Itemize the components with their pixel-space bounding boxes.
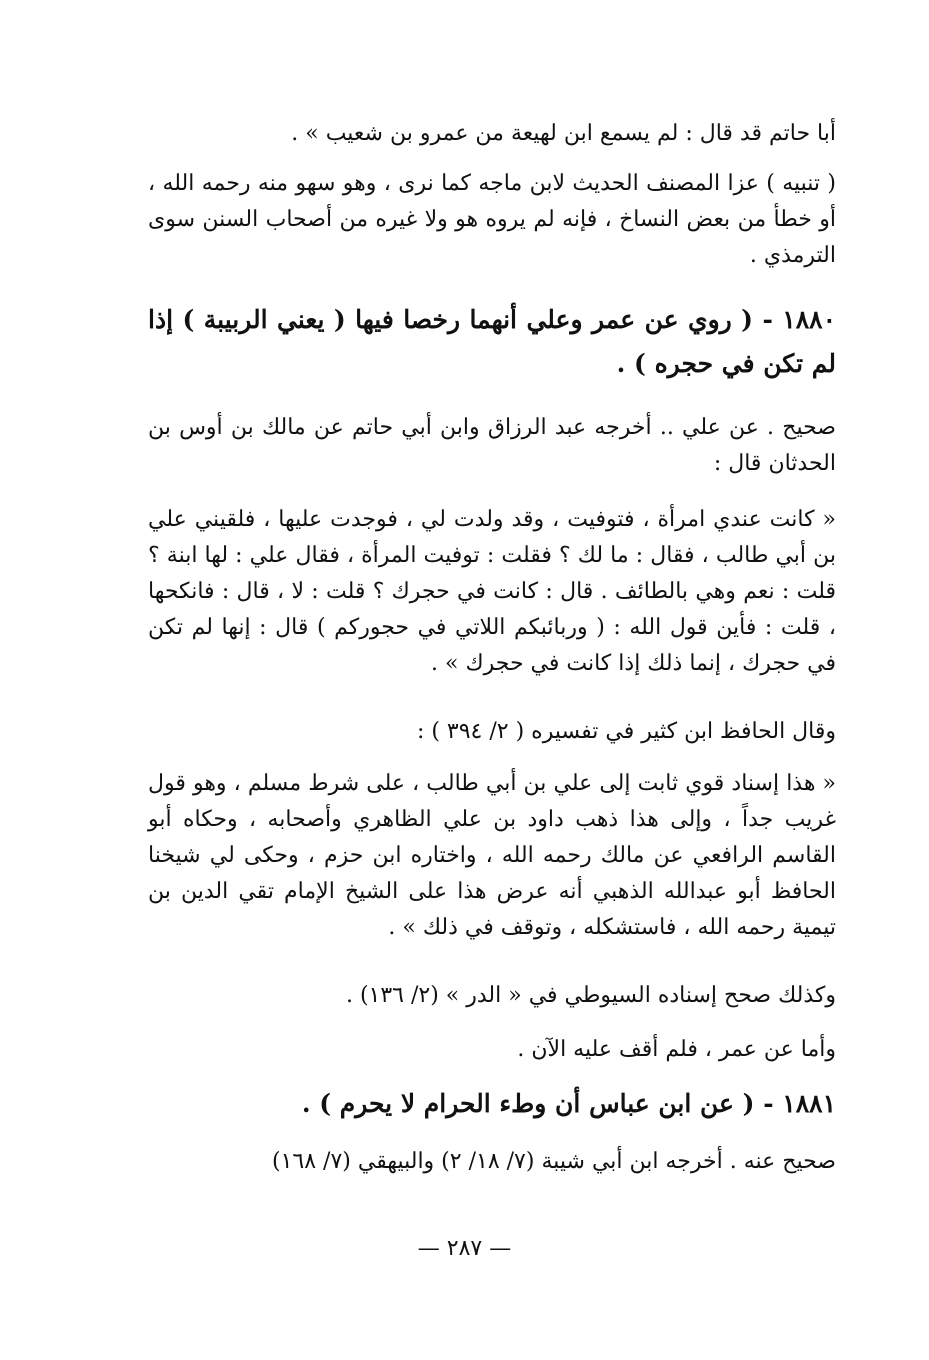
paragraph-quote-ali: « كانت عندي امرأة ، فتوفيت ، وقد ولدت لي ، فوجدت عليها ، فلقيني علي بن أبي طالب ، فقال : ما لك ؟ فقلت : توفيت المرأة ، فقال علي : لها ابنة ؟ قلت : نعم وهي بالطائف . قال : كانت في حجرك ؟ قلت : لا ، قال : فانكحها ، قلت : فأين قول الله : ( وربائبكم اللاتي في حجوركم ) قال : إنها لم تكن في حجرك ، إنما ذلك إذا كانت في حجرك » . [148, 507, 836, 676]
paragraph-ibn-kathir: وقال الحافظ ابن كثير في تفسيره ( ٢/ ٣٩٤ ) : [416, 719, 836, 744]
paragraph-quote-ibn-kathir: « هذا إسناد قوي ثابت إلى علي بن أبي طالب ، على شرط مسلم ، وهو قول غريب جداً ، وإلى هذا ذهب داود بن علي الظاهري وأصحابه ، وحكاه أبو القاسم الرافعي عن مالك رحمه الله ، واختاره ابن حزم ، وحكى لي شيخنا الحافظ أبو عبدالله الذهبي أنه عرض هذا على الشيخ الإمام تقي الدين بن تيمية رحمه الله ، فاستشكله ، وتوقف في ذلك » . [148, 771, 836, 940]
paragraph-continuation: أبا حاتم قد قال : لم يسمع ابن لهيعة من عمرو بن شعيب » . [291, 121, 836, 146]
paragraph-grading-1881: صحيح عنه . أخرجه ابن أبي شيبة (٧/ ١٨/ ٢) والبيهقي (٧/ ١٦٨) [272, 1149, 836, 1174]
page-number: — ٢٨٧ — [417, 1236, 512, 1261]
paragraph-note: ( تنبيه ) عزا المصنف الحديث لابن ماجه كما نرى ، وهو سهو منه رحمه الله ، أو خطأ من بعض النساخ ، فإنه لم يروه هو ولا غيره من أصحاب السنن سوى الترمذي . [148, 171, 836, 268]
paragraph-umar: وأما عن عمر ، فلم أقف عليه الآن . [517, 1037, 836, 1062]
hadith-1881: ١٨٨١ - ( عن ابن عباس أن وطء الحرام لا يحرم ) . [301, 1089, 836, 1118]
hadith-1880: ١٨٨٠ - ( روي عن عمر وعلي أنهما رخصا فيها ( يعني الربيبة ) إذا لم تكن في حجره ) . [148, 305, 836, 378]
paragraph-suyuti: وكذلك صحح إسناده السيوطي في « الدر » (٢/ ١٣٦) . [345, 983, 836, 1008]
paragraph-grading-1880: صحيح . عن علي .. أخرجه عبد الرزاق وابن أبي حاتم عن مالك بن أوس بن الحدثان قال : [148, 415, 836, 476]
